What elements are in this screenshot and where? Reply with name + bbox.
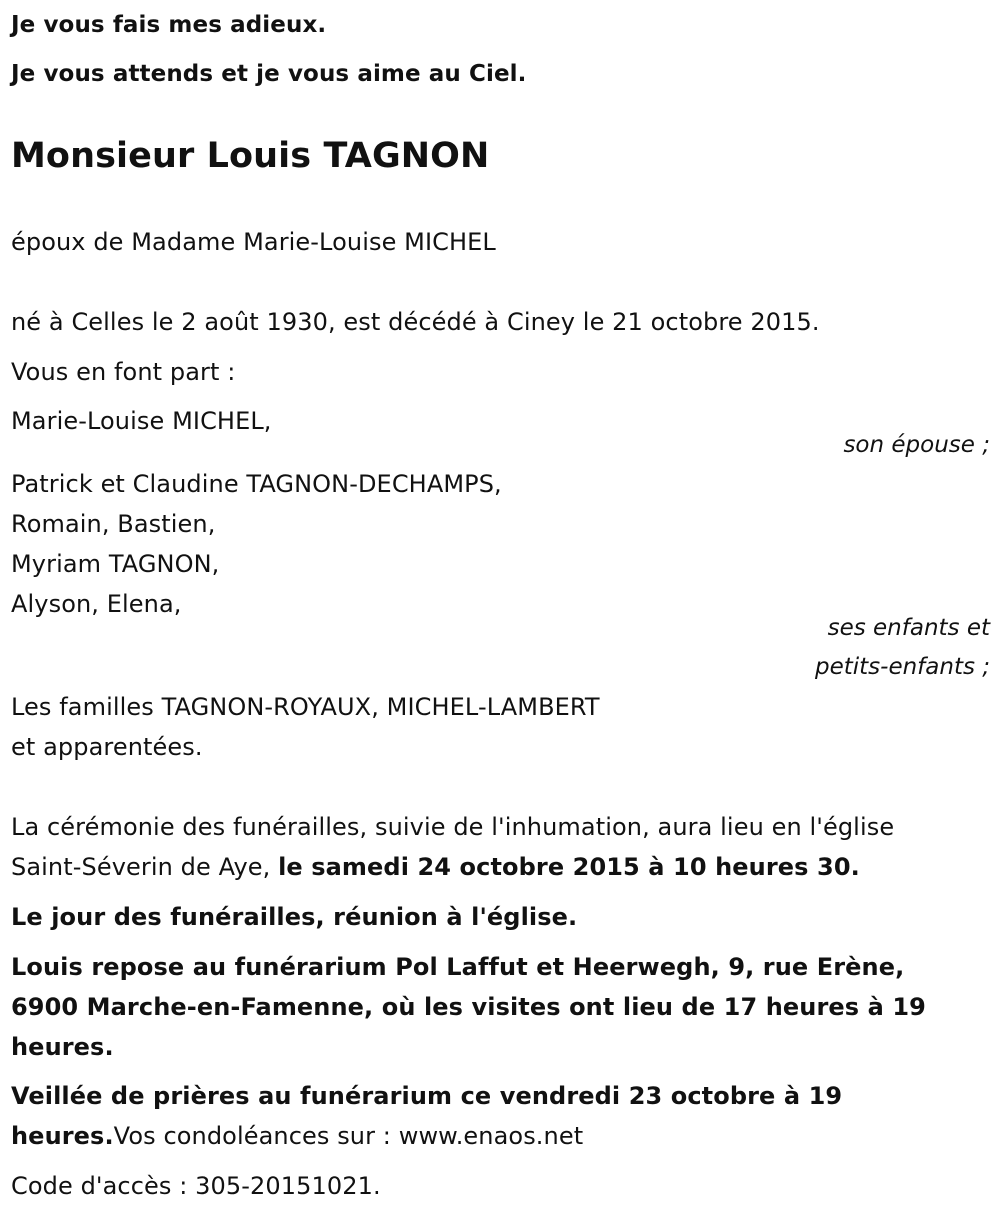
ceremony-line-1: La cérémonie des funérailles, suivie de l'inhumation, aura lieu en l'église: [11, 813, 895, 841]
condolences-text: Vos condoléances sur : www.enaos.net: [113, 1122, 584, 1150]
vigil-line-2: [11, 1121, 583, 1151]
child-line-3: Myriam TAGNON,: [11, 550, 220, 578]
spouse-role: son épouse ;: [843, 432, 990, 458]
deceased-name: Monsieur Louis TAGNON: [11, 136, 490, 176]
ceremony-line-2: [11, 852, 860, 882]
birth-death-line: né à Celles le 2 août 1930, est décédé à Ciney le 21 octobre 2015.: [11, 308, 820, 336]
intro-line-2: Je vous attends et je vous aime au Ciel.: [11, 61, 527, 87]
access-code: Code d'accès : 305-20151021.: [11, 1172, 381, 1200]
vigil-line-1: Veillée de prières au funérarium ce vendredi 23 octobre à 19: [11, 1082, 843, 1110]
children-role-2: petits-enfants ;: [814, 654, 990, 680]
intro-line-1: Je vous fais mes adieux.: [11, 12, 327, 38]
vigil-hours: heures.: [11, 1122, 114, 1150]
ceremony-place: Saint-Séverin de Aye,: [11, 853, 279, 881]
children-role-1: ses enfants et: [827, 615, 990, 641]
spouse-line: époux de Madame Marie-Louise MICHEL: [11, 228, 496, 256]
spouse-name: Marie-Louise MICHEL,: [11, 407, 272, 435]
families-line-1: Les familles TAGNON-ROYAUX, MICHEL-LAMBERT: [11, 693, 600, 721]
rest-line-2: 6900 Marche-en-Famenne, où les visites ont lieu de 17 heures à 19: [11, 993, 926, 1021]
rest-line-1: Louis repose au funérarium Pol Laffut et Heerwegh, 9, rue Erène,: [11, 953, 905, 981]
families-line-2: et apparentées.: [11, 733, 203, 761]
child-line-2: Romain, Bastien,: [11, 510, 216, 538]
rest-line-3: heures.: [11, 1033, 114, 1061]
announce-line: Vous en font part :: [11, 358, 236, 386]
child-line-1: Patrick et Claudine TAGNON-DECHAMPS,: [11, 470, 502, 498]
child-line-4: Alyson, Elena,: [11, 590, 182, 618]
ceremony-date: le samedi 24 octobre 2015 à 10 heures 30.: [278, 853, 860, 881]
meeting-line: Le jour des funérailles, réunion à l'église.: [11, 903, 578, 931]
